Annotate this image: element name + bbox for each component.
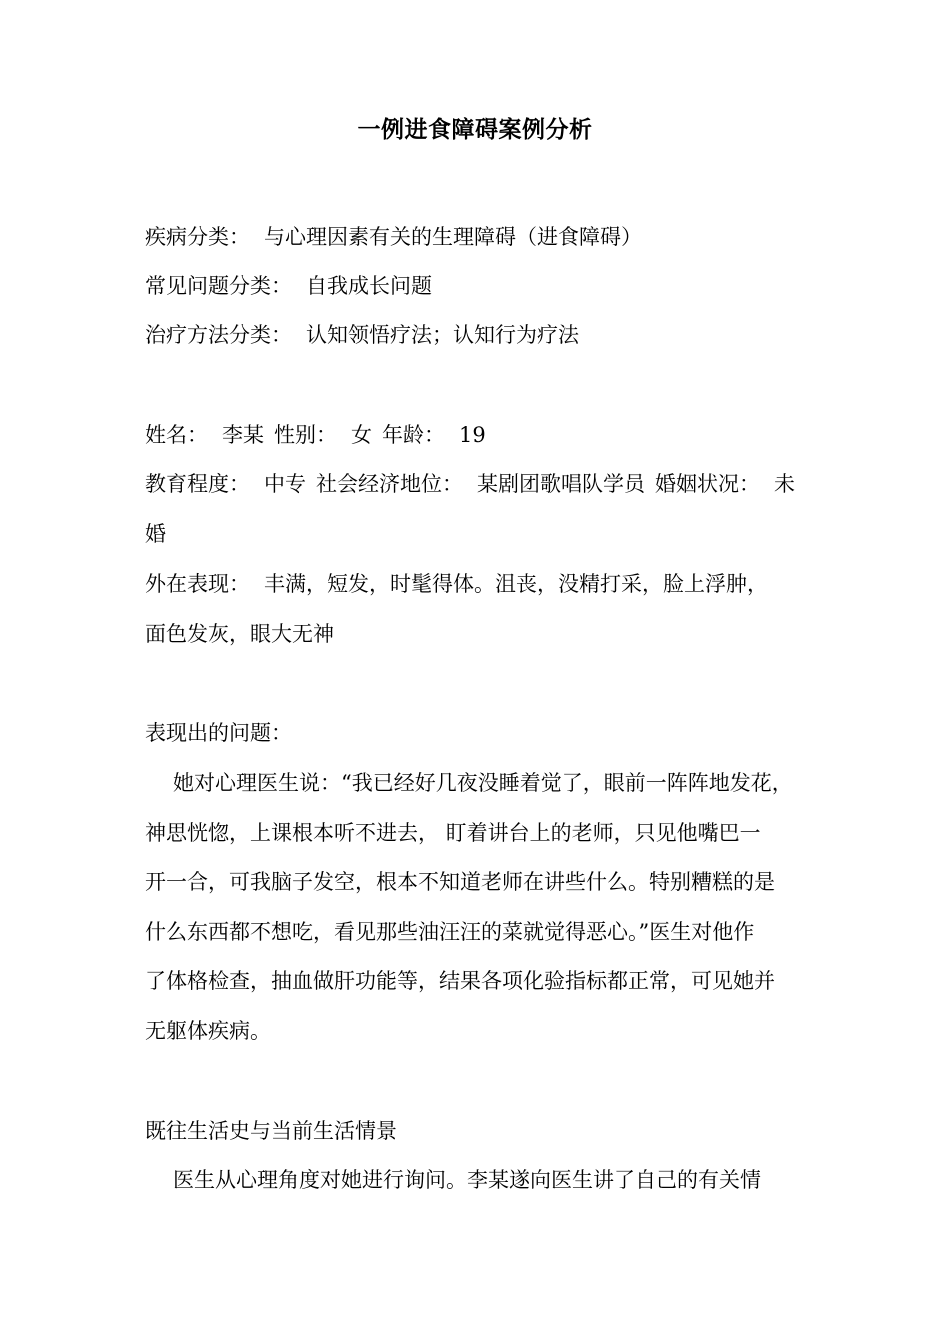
problem-category-row [145,271,810,301]
gender-label: 性别： [274,423,337,447]
treatment-category-label: 治疗方法分类： [145,323,292,347]
disease-category-value: 与心理因素有关的生理障碍（进食障碍） [264,225,642,249]
treatment-category-value: 认知领悟疗法；认知行为疗法 [306,323,579,347]
problems-heading: 表现出的问题： [145,721,292,745]
name-value: 李某 [222,423,264,447]
history-paragraph-line: 医生从心理角度对她进行询问。李某遂向医生讲了自己的有关情 [173,1168,761,1192]
name-label: 姓名： [145,423,208,447]
social-status-label: 社会经济地位： [316,472,463,496]
appearance-text-line1: 丰满，短发，时髦得体。沮丧，没精打采，脸上浮肿， [264,572,768,596]
age-value: 19 [459,423,486,447]
education-row [145,469,810,499]
disease-category-row [145,222,810,252]
problem-category-label: 常见问题分类： [145,274,292,298]
treatment-category-row [145,320,810,350]
basic-info-row [145,420,810,450]
problem-category-value: 自我成长问题 [306,274,432,298]
marital-status-label: 婚姻状况： [655,472,760,496]
problems-paragraph-line: 她对心理医生说：“我已经好几夜没睡着觉了，眼前一阵阵地发花， [173,771,793,795]
document-title: 一例进食障碍案例分析 [357,117,593,143]
age-label: 年龄： [382,423,445,447]
education-value: 中专 [264,472,306,496]
gender-value: 女 [351,423,372,447]
marital-status-value-part1: 未 [774,472,795,496]
social-status-value: 某剧团歌唱队学员 [477,472,645,496]
history-heading: 既往生活史与当前生活情景 [145,1119,397,1143]
appearance-row [145,569,810,599]
appearance-label: 外在表现： [145,572,250,596]
problems-paragraph-line: 神思恍惚，上课根本听不进去， 盯着讲台上的老师，只见他嘴巴一 [145,821,761,845]
appearance-text-line2: 面色发灰，眼大无神 [145,622,334,646]
problems-paragraph-line: 无躯体疾病。 [145,1019,271,1043]
disease-category-label: 疾病分类： [145,225,250,249]
problems-paragraph-line: 什么东西都不想吃，看见那些油汪汪的菜就觉得恶心。”医生对他作 [145,920,755,944]
problems-paragraph-line: 开一合，可我脑子发空，根本不知道老师在讲些什么。特别糟糕的是 [145,870,775,894]
marital-status-continuation: 婚 [145,522,166,546]
education-label: 教育程度： [145,472,250,496]
problems-paragraph-line: 了体格检查，抽血做肝功能等，结果各项化验指标都正常，可见她并 [145,969,775,993]
